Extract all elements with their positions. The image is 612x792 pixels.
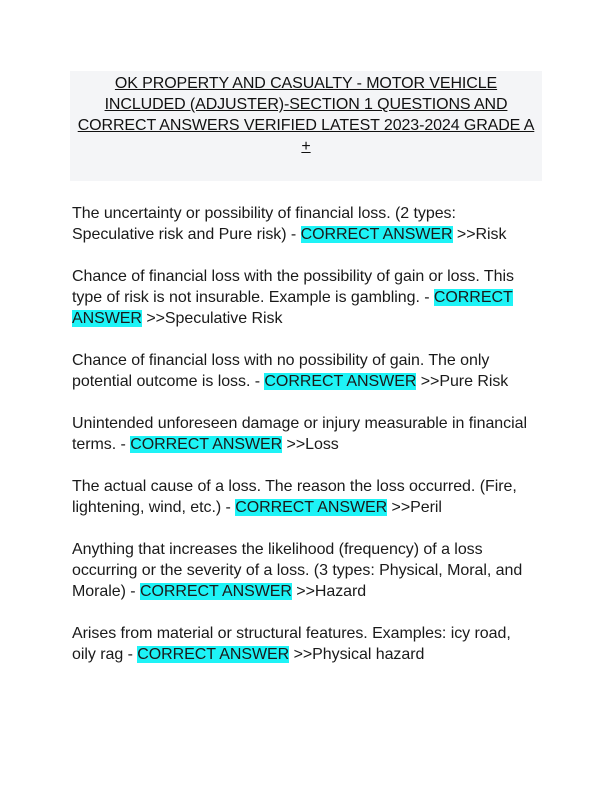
qa-item-peril [72, 476, 542, 518]
answer-text: >>Speculative Risk [141, 310, 283, 327]
question-text: type of risk is not insurable. Example is gambling. - [72, 289, 434, 306]
correct-answer-tag: CORRECT ANSWER [130, 436, 283, 453]
correct-answer-tag: CORRECT ANSWER [137, 646, 290, 663]
question-text: The actual cause of a loss. The reason the loss occurred. (Fire, [72, 478, 517, 495]
question-text: Arises from material or structural features. Examples: icy road, [72, 625, 511, 642]
title-line-2: INCLUDED (ADJUSTER)-SECTION 1 QUESTIONS AND [104, 96, 508, 113]
title-line-1: OK PROPERTY AND CASUALTY - MOTOR VEHICLE [114, 75, 498, 92]
qa-item-physical-hazard [72, 623, 542, 665]
question-text: terms. - [72, 436, 131, 453]
correct-answer-tag: CORRECT ANSWER [235, 499, 388, 516]
correct-answer-tag: CORRECT ANSWER [300, 226, 453, 243]
question-text: Chance of financial loss with the possibility of gain or loss. This [72, 268, 514, 285]
answer-text: >>Loss [282, 436, 339, 453]
qa-item-pure-risk [72, 350, 542, 392]
correct-answer-tag: ANSWER [72, 310, 142, 327]
answer-text: >>Physical hazard [289, 646, 425, 663]
correct-answer-tag: CORRECT [433, 289, 513, 306]
document-title [70, 73, 542, 157]
question-text: occurring or the severity of a loss. (3 types: Physical, Moral, and [72, 562, 523, 579]
correct-answer-tag: CORRECT ANSWER [139, 583, 292, 600]
qa-item-speculative-risk [72, 266, 542, 329]
question-text: The uncertainty or possibility of financial loss. (2 types: [72, 205, 456, 222]
question-text: oily rag - [72, 646, 138, 663]
question-text: Anything that increases the likelihood (frequency) of a loss [72, 541, 483, 558]
answer-text: >>Risk [452, 226, 507, 243]
qa-list [72, 203, 542, 686]
answer-text: >>Pure Risk [416, 373, 509, 390]
qa-item-loss [72, 413, 542, 455]
question-text: lightening, wind, etc.) - [72, 499, 236, 516]
title-line-4: + [301, 138, 311, 155]
question-text: Morale) - [72, 583, 140, 600]
correct-answer-tag: CORRECT ANSWER [264, 373, 417, 390]
question-text: Chance of financial loss with no possibility of gain. The only [72, 352, 490, 369]
answer-text: >>Peril [387, 499, 442, 516]
title-line-3: CORRECT ANSWERS VERIFIED LATEST 2023-2024 GRADE A [77, 117, 535, 134]
question-text: Unintended unforeseen damage or injury measurable in financial [72, 415, 527, 432]
question-text: potential outcome is loss. - [72, 373, 265, 390]
question-text: Speculative risk and Pure risk) - [72, 226, 301, 243]
answer-text: >>Hazard [291, 583, 367, 600]
qa-item-risk [72, 203, 542, 245]
qa-item-hazard [72, 539, 542, 602]
document-title-box [70, 71, 542, 181]
